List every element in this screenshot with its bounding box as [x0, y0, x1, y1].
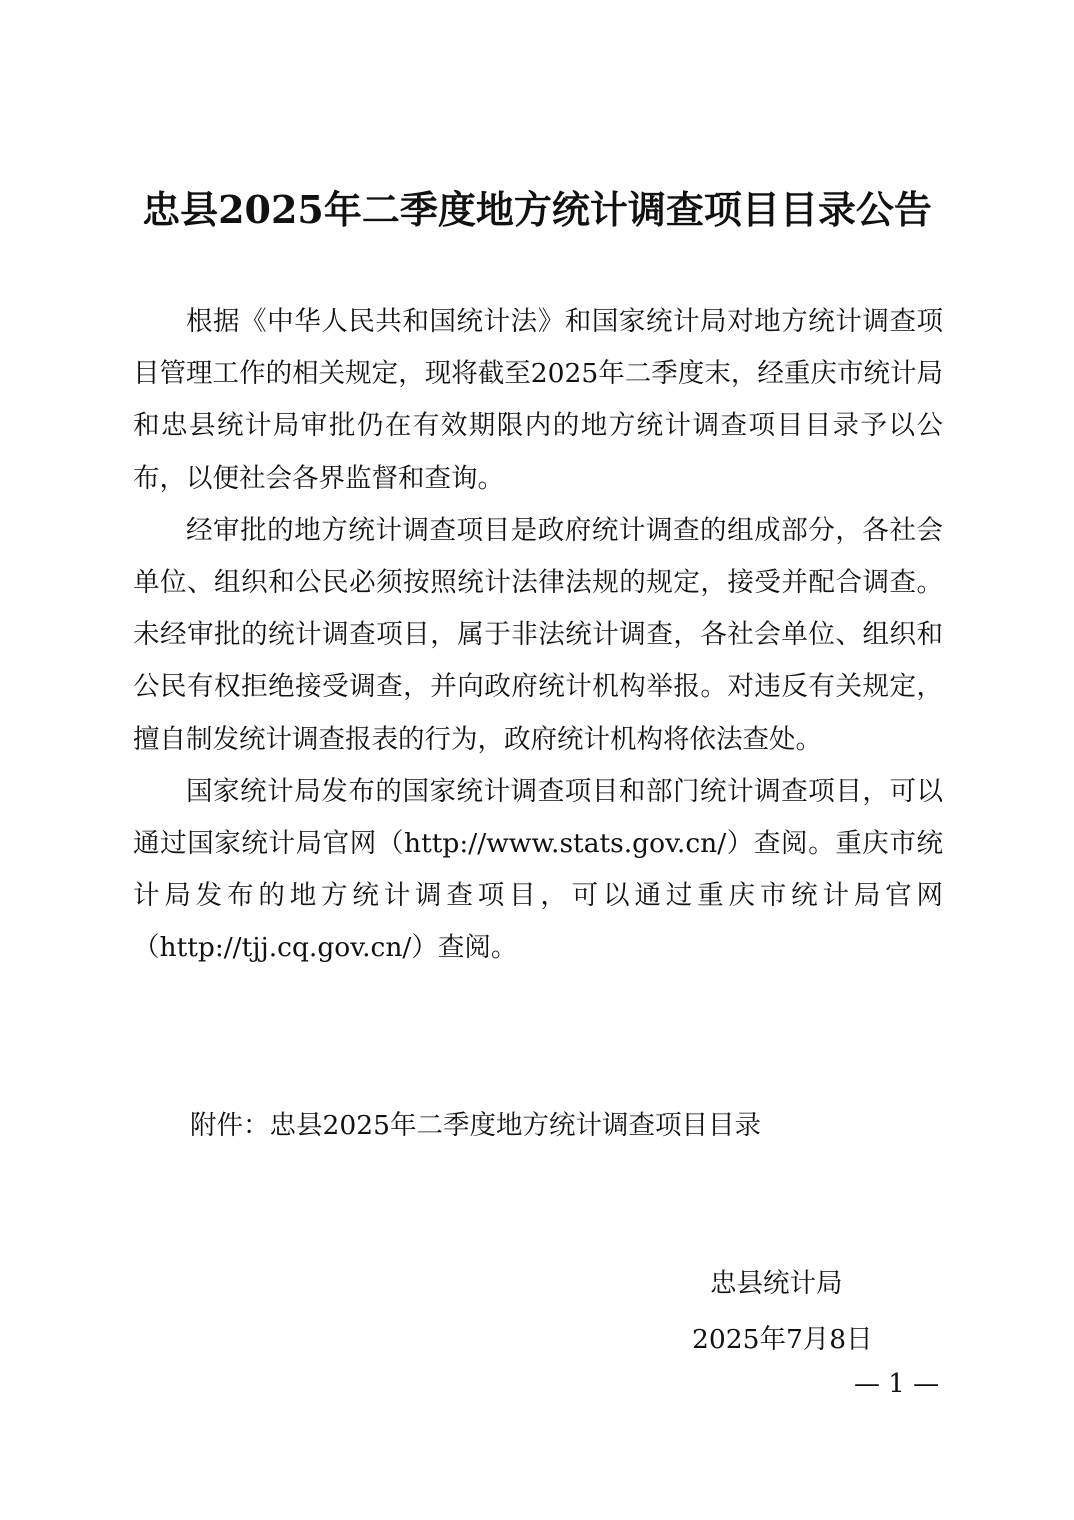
page-number: — 1 — — [854, 1369, 940, 1399]
issue-date: 2025年7月8日 — [692, 1324, 873, 1355]
paragraph-approval-notice: 经审批的地方统计调查项目是政府统计调查的组成部分，各社会单位、组织和公民必须按照统计法律法规的规定，接受并配合调查。未经审批的统计调查项目，属于非法统计调查，各社会单位、组织和公民有权拒绝接受调查，并向政府统计机构举报。对违反有关规定，擅自制发统计调查报表的行为，政府统计机构将依法查处。 — [133, 514, 943, 755]
document-body — [133, 296, 943, 975]
paragraph-legal-basis: 根据《中华人民共和国统计法》和国家统计局对地方统计调查项目管理工作的相关规定，现将截至2025年二季度末，经重庆市统计局和忠县统计局审批仍在有效期限内的地方统计调查项目目录予以公布，以便社会各界监督和查询。 — [133, 306, 943, 494]
attachment-line: 附件：忠县2025年二季度地方统计调查项目目录 — [190, 1110, 761, 1141]
document-title: 忠县2025年二季度地方统计调查项目目录公告 — [142, 187, 932, 232]
issuer-signature: 忠县统计局 — [710, 1268, 843, 1299]
paragraph-websites: 国家统计局发布的国家统计调查项目和部门统计调查项目，可以通过国家统计局官网（http://www.stats.gov.cn/）查阅。重庆市统计局发布的地方统计调查项目，可以通过重庆市统计局官网（http://tjj.cq.gov.cn/）查阅。 — [133, 775, 943, 964]
